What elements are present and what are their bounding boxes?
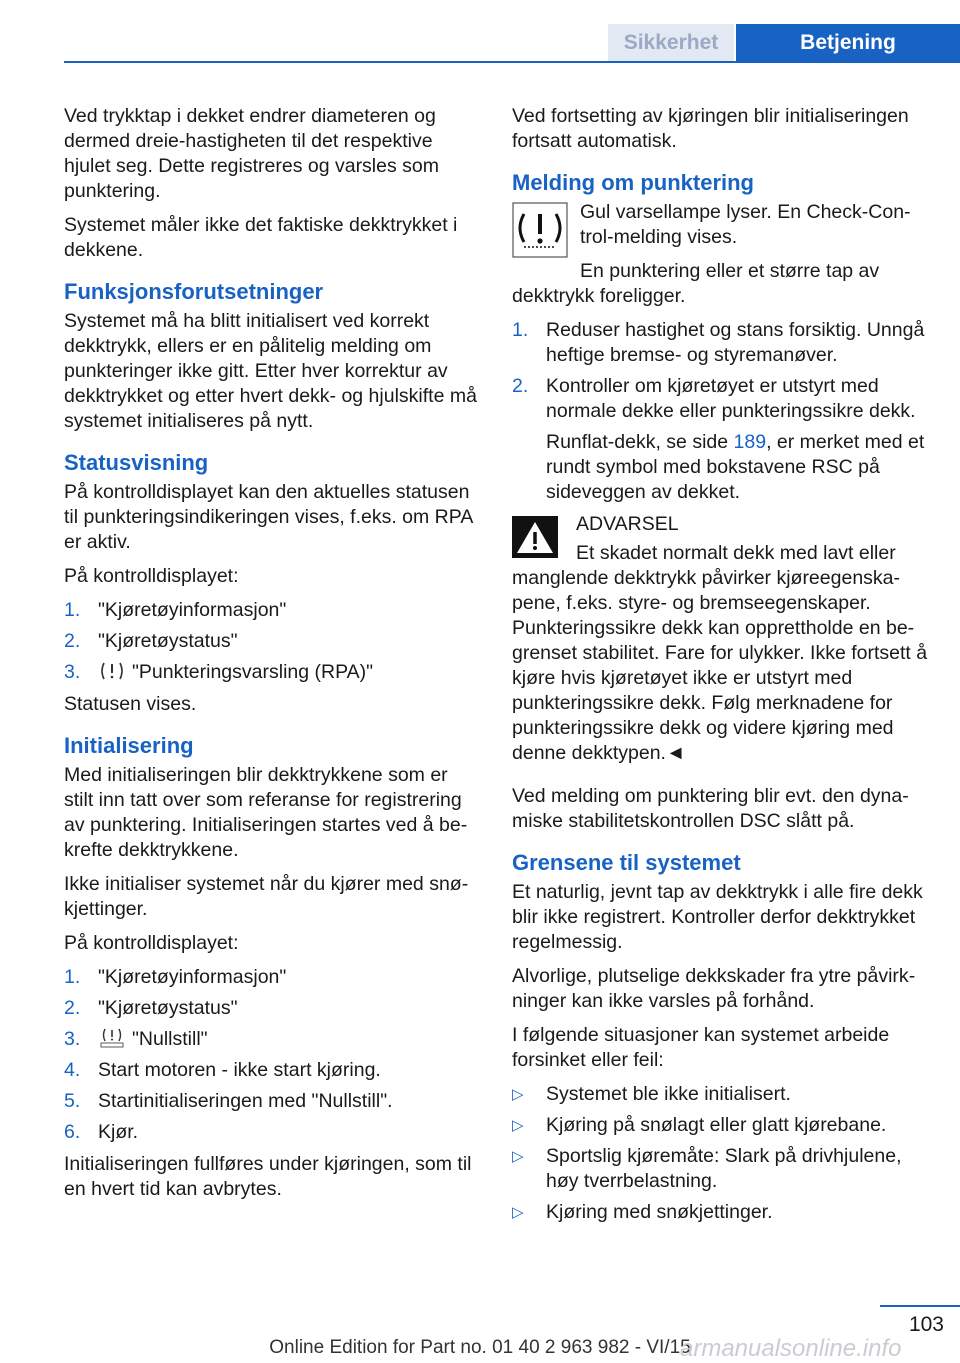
tab-sikkerhet[interactable]: Sikkerhet bbox=[608, 24, 734, 62]
page-number: 103 bbox=[908, 1313, 944, 1336]
list-item bbox=[64, 1089, 482, 1114]
status-steps bbox=[64, 598, 482, 685]
step-number: 3. bbox=[64, 1028, 81, 1050]
init-paragraph-2: Ikke initialiser systemet når du kjører med snøkjettinger. bbox=[64, 873, 469, 920]
runflat-note-pre: Runflat-dekk, se side bbox=[546, 431, 734, 453]
dsc-paragraph: Ved melding om punktering blir evt. den dynamiske stabilitetskontrollen DSC slått på. bbox=[512, 785, 909, 832]
message-paragraph-2: En punktering eller et større tap av dekktrykk foreligger. bbox=[512, 260, 880, 307]
list-item bbox=[64, 1058, 482, 1083]
left-column bbox=[64, 104, 482, 1211]
right-column bbox=[512, 104, 930, 1232]
intro-paragraph-2: Systemet måler ikke det faktiske dekktrykket i dekkene. bbox=[64, 214, 458, 261]
list-item bbox=[512, 1113, 930, 1138]
step-text: Kontroller om kjøretøyet er utstyrt med normale dekke eller punkteringssikre dekk. bbox=[546, 375, 916, 422]
page-link-189[interactable]: 189 bbox=[733, 431, 767, 453]
step-number: 5. bbox=[64, 1090, 81, 1112]
step-text: "Punkteringsvarsling (RPA)" bbox=[132, 661, 374, 683]
step-number: 1. bbox=[64, 599, 81, 621]
step-text: "Kjøretøystatus" bbox=[98, 630, 238, 652]
init-paragraph-3: På kontrolldisplayet: bbox=[64, 932, 239, 954]
limits-paragraph: Et naturlig, jevnt tap av dekktrykk i alle fire dekk blir ikke registrert. Kontroller derfor dekktrykket regelmessig. bbox=[512, 881, 923, 953]
step-text: "Nullstill" bbox=[132, 1028, 208, 1050]
step-number: 2. bbox=[64, 997, 81, 1019]
step-number: 2. bbox=[64, 630, 81, 652]
list-item bbox=[512, 1200, 930, 1225]
continue-paragraph: Ved fortsetting av kjøringen blir initialiseringen fortsatt automatisk. bbox=[512, 105, 909, 152]
init-paragraph-4: Initialiseringen fullføres under kjøringen, som til en hvert tid kan avbrytes. bbox=[64, 1153, 472, 1200]
warning-triangle-icon bbox=[512, 516, 558, 558]
message-steps bbox=[512, 318, 930, 505]
list-item bbox=[64, 996, 482, 1021]
header-divider bbox=[64, 61, 960, 63]
step-number: 6. bbox=[64, 1121, 81, 1143]
bullet-text: Kjøring på snølagt eller glatt kjørebane. bbox=[546, 1114, 887, 1136]
warning-text: Et skadet normalt dekk med lavt eller manglende dekktrykk påvirker kjøreegenskapene, f.eks. styre- og bremseegenskaper. Punkteringssikre dekk kan opprettholde en begrenset stabilitet. Fare for ulykker. Ikke fortsett å kjøre hvis kjøretøyet ikke er utstyrt med punkteringssikre dekk. Følg merknadene for punkteringssikre dekk og videre kjøring med denne dekktypen.◄ bbox=[512, 542, 928, 764]
footer-divider bbox=[880, 1305, 960, 1307]
init-paragraph: Med initialiseringen blir dekktrykkene som er stilt inn tatt over som referanse for registrering av punktering. Initialiseringen startes ved å bekrefte dekktrykkene. bbox=[64, 764, 468, 861]
step-number: 3. bbox=[64, 661, 81, 683]
list-item bbox=[64, 629, 482, 654]
tab-betjening[interactable]: Betjening bbox=[736, 24, 960, 62]
func-paragraph: Systemet må ha blitt initialisert ved korrekt dekktrykk, ellers er en pålitelig melding om punkteringer ikke gitt. Etter hver korrektur av dekktrykket og etter hvert dekk- og hjulskifte må systemet initialiseres på nytt. bbox=[64, 310, 477, 432]
limits-paragraph-3: I følgende situasjoner kan systemet arbeide forsinket eller feil: bbox=[512, 1024, 890, 1071]
tire-reset-icon bbox=[98, 1027, 126, 1049]
warning-title: ADVARSEL bbox=[576, 513, 679, 535]
list-item bbox=[512, 374, 930, 505]
list-item bbox=[64, 1027, 482, 1052]
step-number: 1. bbox=[512, 319, 529, 341]
status-result: Statusen vises. bbox=[64, 693, 197, 715]
step-text: "Kjøretøyinformasjon" bbox=[98, 599, 287, 621]
bullet-arrow-icon: ▷ bbox=[512, 1204, 524, 1221]
step-text: Reduser hastighet og stans forsiktig. Unngå heftige bremse- og styremanøver. bbox=[546, 319, 925, 366]
step-text: "Kjøretøystatus" bbox=[98, 997, 238, 1019]
footer-edition: Online Edition for Part no. 01 40 2 963 982 - VI/15 bbox=[269, 1337, 691, 1358]
bullet-arrow-icon: ▷ bbox=[512, 1117, 524, 1134]
bullet-text: Sportslig kjøremåte: Slark på drivhjulene, høy tverrbelastning. bbox=[546, 1145, 902, 1192]
init-steps bbox=[64, 965, 482, 1145]
list-item bbox=[64, 1120, 482, 1145]
step-number: 4. bbox=[64, 1059, 81, 1081]
watermark: armanualsonline.info bbox=[680, 1335, 902, 1362]
list-item bbox=[512, 318, 930, 368]
heading-funksjonsforutsetninger: Funksjonsforutsetninger bbox=[64, 279, 324, 304]
tire-pressure-warning-icon bbox=[512, 202, 568, 258]
limits-paragraph-2: Alvorlige, plutselige dekkskader fra ytre påvirkninger kan ikke varsles på forhånd. bbox=[512, 965, 916, 1012]
bullet-text: Systemet ble ikke initialisert. bbox=[546, 1083, 791, 1105]
bullet-arrow-icon: ▷ bbox=[512, 1148, 524, 1165]
intro-paragraph: Ved trykktap i dekket endrer diameteren og dermed dreie-hastigheten til det respektive hjulet seg. Dette registreres og varsles som punktering. bbox=[64, 105, 439, 202]
tire-pressure-warning-icon bbox=[98, 660, 126, 682]
heading-initialisering: Initialisering bbox=[64, 733, 194, 758]
status-paragraph: På kontrolldisplayet kan den aktuelles statusen til punkteringsindikeringen vises, f.eks. om RPA er aktiv. bbox=[64, 481, 473, 553]
limits-bullets bbox=[512, 1082, 930, 1225]
bullet-text: Kjøring med snøkjettinger. bbox=[546, 1201, 773, 1223]
page-header bbox=[0, 0, 960, 62]
step-text: Startinitialiseringen med "Nullstill". bbox=[98, 1090, 393, 1112]
list-item bbox=[64, 965, 482, 990]
list-item bbox=[512, 1144, 930, 1194]
step-text: Start motoren - ikke start kjøring. bbox=[98, 1059, 381, 1081]
step-number: 2. bbox=[512, 375, 529, 397]
status-paragraph-2: På kontrolldisplayet: bbox=[64, 565, 239, 587]
bullet-arrow-icon: ▷ bbox=[512, 1086, 524, 1103]
heading-statusvisning: Statusvisning bbox=[64, 450, 209, 475]
step-text: Kjør. bbox=[98, 1121, 139, 1143]
heading-grensene-til-systemet: Grensene til systemet bbox=[512, 850, 741, 875]
message-paragraph: Gul varsellampe lyser. En Check-Control-melding vises. bbox=[580, 201, 911, 248]
step-number: 1. bbox=[64, 966, 81, 988]
list-item bbox=[64, 660, 482, 685]
runflat-note bbox=[546, 430, 930, 505]
step-text: "Kjøretøyinformasjon" bbox=[98, 966, 287, 988]
list-item bbox=[512, 1082, 930, 1107]
heading-melding-om-punktering: Melding om punktering bbox=[512, 170, 754, 195]
list-item bbox=[64, 598, 482, 623]
runflat-note-post: , er merket med et rundt symbol med bokstavene RSC på sideveggen av dekket. bbox=[546, 431, 925, 503]
